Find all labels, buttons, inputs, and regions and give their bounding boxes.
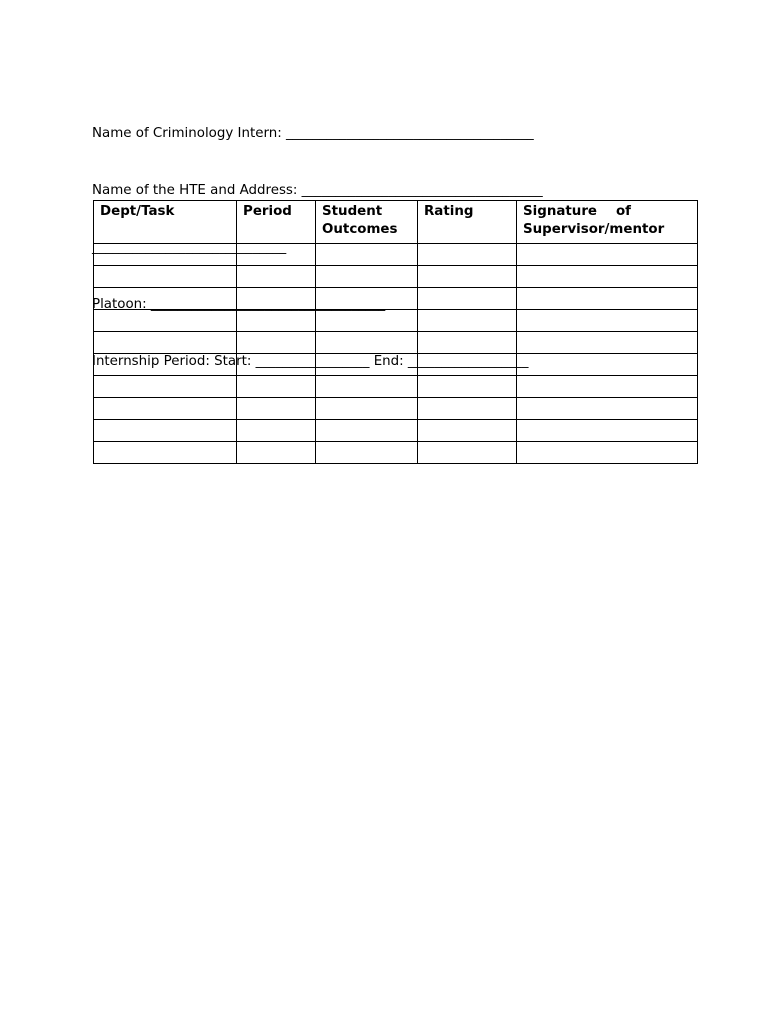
signature-cell[interactable] [517,288,698,310]
table-row [94,376,698,398]
student-outcomes-cell[interactable] [316,420,418,442]
dept-task-cell[interactable] [94,332,237,354]
header-signature-line1 [523,203,631,221]
platoon-field: Platoon: ___________________________________ [92,297,386,312]
signature-cell[interactable] [517,266,698,288]
internship-period-field: Internship Period: Start: _________________ End: __________________ [92,354,529,369]
header-period [237,201,316,244]
rating-cell[interactable] [418,332,517,354]
dept-task-cell[interactable] [94,354,237,376]
dept-task-cell[interactable] [94,310,237,332]
header-signature-word: Signature [523,204,598,219]
signature-cell[interactable] [517,420,698,442]
header-student-outcomes-line1: Student [322,204,383,219]
student-outcomes-cell[interactable] [316,376,418,398]
signature-cell[interactable] [517,332,698,354]
period-cell[interactable] [237,354,316,376]
student-outcomes-cell[interactable] [316,288,418,310]
period-cell[interactable] [237,288,316,310]
table-row [94,266,698,288]
table-body [94,244,698,464]
header-rating [418,201,517,244]
hte-address-field: Name of the HTE and Address: ____________________________________ [92,183,543,198]
period-cell[interactable] [237,244,316,266]
period-cell[interactable] [237,442,316,464]
table-row [94,420,698,442]
student-outcomes-cell[interactable] [316,442,418,464]
rating-cell[interactable] [418,442,517,464]
student-outcomes-cell[interactable] [316,244,418,266]
signature-cell[interactable] [517,310,698,332]
student-outcomes-cell[interactable] [316,354,418,376]
rating-cell[interactable] [418,398,517,420]
table-row [94,442,698,464]
signature-cell[interactable] [517,398,698,420]
table-row [94,310,698,332]
header-signature-line2: Supervisor/mentor [523,222,665,237]
rating-cell[interactable] [418,376,517,398]
table-header-row [94,201,698,244]
dept-task-cell[interactable] [94,288,237,310]
signature-cell[interactable] [517,244,698,266]
intern-name-field: Name of Criminology Intern: _____________________________________ [92,126,534,141]
header-rating-label: Rating [424,204,474,219]
period-cell[interactable] [237,310,316,332]
header-dept-task [94,201,237,244]
table-row [94,288,698,310]
header-signature-of: of [615,204,631,219]
dept-task-cell[interactable] [94,398,237,420]
signature-cell[interactable] [517,442,698,464]
dept-task-cell[interactable] [94,266,237,288]
dept-task-cell[interactable] [94,376,237,398]
student-outcomes-cell[interactable] [316,310,418,332]
table-row [94,332,698,354]
rating-cell[interactable] [418,310,517,332]
period-cell[interactable] [237,398,316,420]
period-cell[interactable] [237,266,316,288]
rating-cell[interactable] [418,244,517,266]
table-row [94,244,698,266]
header-signature [517,201,698,244]
table-row [94,354,698,376]
dept-task-cell[interactable] [94,244,237,266]
rating-cell[interactable] [418,288,517,310]
table-row [94,398,698,420]
rating-cell[interactable] [418,266,517,288]
rating-cell[interactable] [418,354,517,376]
dept-task-cell[interactable] [94,442,237,464]
student-outcomes-cell[interactable] [316,332,418,354]
rating-cell[interactable] [418,420,517,442]
header-dept-task-label: Dept/Task [100,204,175,219]
period-cell[interactable] [237,332,316,354]
student-outcomes-cell[interactable] [316,266,418,288]
dept-task-cell[interactable] [94,420,237,442]
signature-cell[interactable] [517,376,698,398]
internship-task-table [93,200,698,464]
header-period-label: Period [243,204,292,219]
signature-cell[interactable] [517,354,698,376]
student-outcomes-cell[interactable] [316,398,418,420]
period-cell[interactable] [237,376,316,398]
header-student-outcomes-line2: Outcomes [322,222,398,237]
hte-address-continuation: _____________________________ [92,240,287,255]
period-cell[interactable] [237,420,316,442]
header-student-outcomes [316,201,418,244]
